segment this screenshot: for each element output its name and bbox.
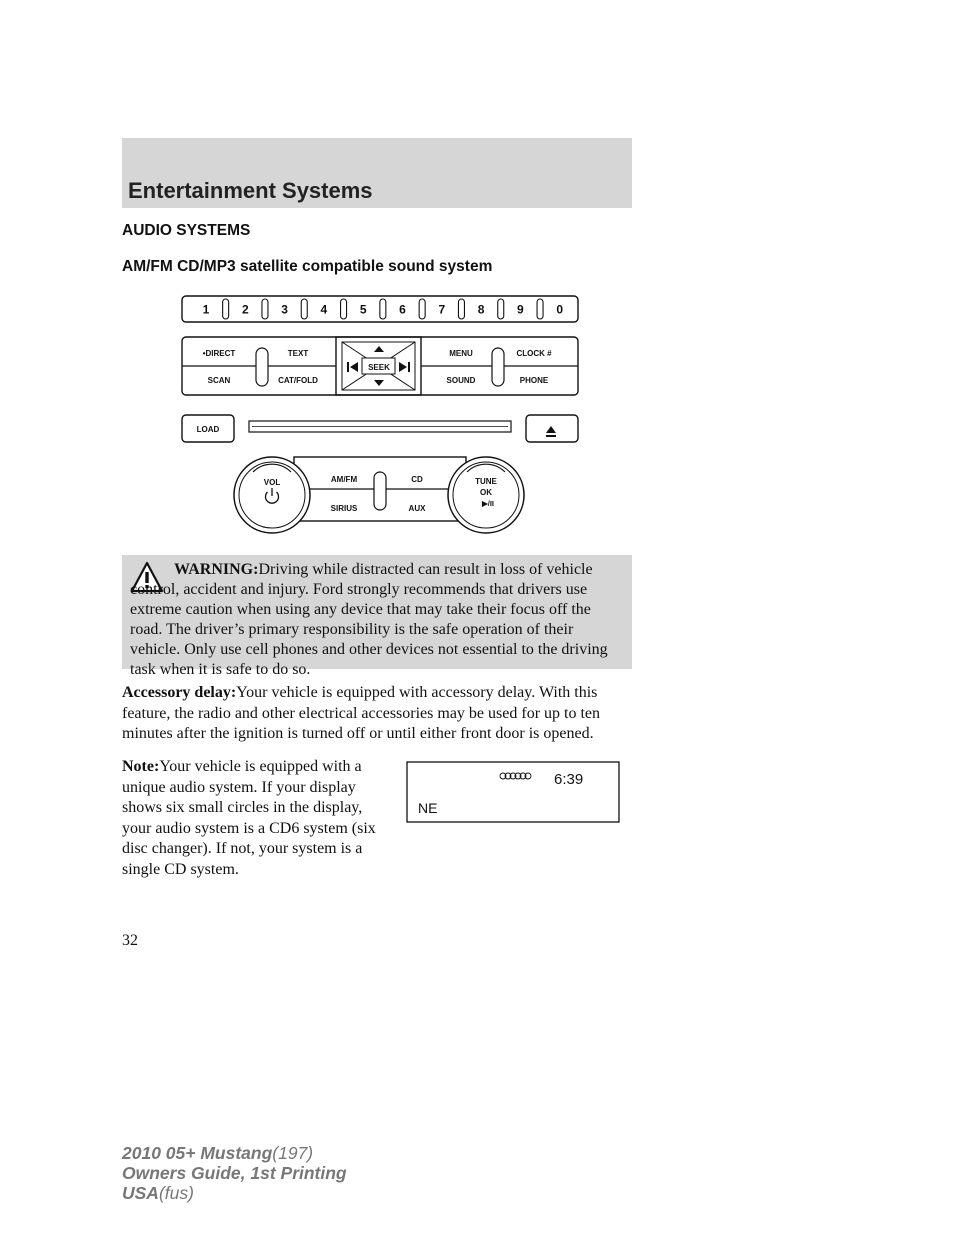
accessory-delay-body: Your vehicle is equipped with accessory delay. With this feature, the radio and other electrical accessories may be used for up to ten minutes after the ignition is turned off or until either front door is opened. <box>122 684 601 743</box>
sound-label: SOUND <box>446 376 476 385</box>
preset-7-label: 7 <box>438 302 446 317</box>
preset-4-label: 4 <box>320 302 328 317</box>
note-body: Your vehicle is equipped with a unique audio system. If your display shows six small circles in the display, your audio system is a CD6 system (six disc changer). If not, your system is a single CD system. <box>122 758 376 878</box>
eject-icon <box>546 426 556 437</box>
footer-market: USA <box>122 1183 159 1203</box>
preset-8-label: 8 <box>477 302 485 317</box>
accessory-delay-paragraph <box>122 683 632 745</box>
seek-prev-icon <box>347 362 358 372</box>
play-pause-label: ▶/II <box>481 499 495 508</box>
note-paragraph <box>122 757 392 881</box>
ok-label: OK <box>480 488 492 497</box>
cd-label: CD <box>411 475 423 484</box>
menu-label: MENU <box>449 349 473 358</box>
tune-label: TUNE <box>475 477 497 486</box>
preset-2-label: 2 <box>241 302 249 317</box>
accessory-delay-label: Accessory delay: <box>122 684 237 701</box>
seek-label: SEEK <box>368 363 390 372</box>
aux-label: AUX <box>408 504 426 513</box>
preset-divider <box>223 299 229 319</box>
footer-market-code: (fus) <box>158 1183 194 1203</box>
vol-label: VOL <box>263 478 281 487</box>
preset-6-label: 6 <box>399 302 406 317</box>
catfold-label: CAT/FOLD <box>278 376 318 385</box>
preset-divider <box>301 299 307 319</box>
display-time: 6:39 <box>554 771 584 788</box>
preset-buttons <box>203 299 564 319</box>
seek-up-icon <box>374 346 384 352</box>
preset-divider <box>498 299 504 319</box>
warning-text <box>130 560 624 680</box>
phone-label: PHONE <box>519 376 549 385</box>
display-heading: NE <box>418 800 438 816</box>
radio-faceplate-diagram <box>176 290 582 540</box>
preset-0-label: 0 <box>556 302 564 317</box>
footer <box>122 1143 347 1203</box>
load-label: LOAD <box>196 425 220 434</box>
subsection-title: AM/FM CD/MP3 satellite compatible sound system <box>122 258 493 275</box>
preset-divider <box>458 299 464 319</box>
chapter-title: Entertainment Systems <box>128 178 373 203</box>
preset-divider <box>341 299 347 319</box>
seek-down-icon <box>374 380 384 386</box>
seek-next-icon <box>399 362 410 372</box>
warning-body: Driving while distracted can result in loss of vehicle control, accident and injury. Ford strongly recommends that drivers use extreme caution when using any device that may take their focus off the road. The driver’s primary responsibility is the safe operation of their vehicle. Only use cell phones and other devices not essential to the driving task when it is safe to do so. <box>130 561 608 678</box>
warning-label: WARNING: <box>174 561 259 578</box>
preset-divider <box>419 299 425 319</box>
preset-divider <box>380 299 386 319</box>
preset-3-label: 3 <box>281 302 288 317</box>
footer-guide: Owners Guide, 1st Printing <box>122 1163 347 1183</box>
scan-label: SCAN <box>207 376 231 385</box>
footer-model-code: (197) <box>272 1143 314 1163</box>
preset-divider <box>262 299 268 319</box>
preset-5-label: 5 <box>359 302 367 317</box>
page-number: 32 <box>122 932 138 949</box>
clock-label: CLOCK # <box>516 349 552 358</box>
preset-divider <box>537 299 543 319</box>
direct-label: •DIRECT <box>202 349 236 358</box>
preset-9-label: 9 <box>517 302 524 317</box>
sirius-label: SIRIUS <box>330 504 358 513</box>
amfm-label: AM/FM <box>330 475 358 484</box>
text-label: TEXT <box>287 349 309 358</box>
preset-1-label: 1 <box>202 302 210 317</box>
note-label: Note: <box>122 758 160 775</box>
radio-display-diagram <box>406 761 620 823</box>
footer-model: 2010 05+ Mustang <box>122 1143 273 1163</box>
section-title: AUDIO SYSTEMS <box>122 222 251 239</box>
